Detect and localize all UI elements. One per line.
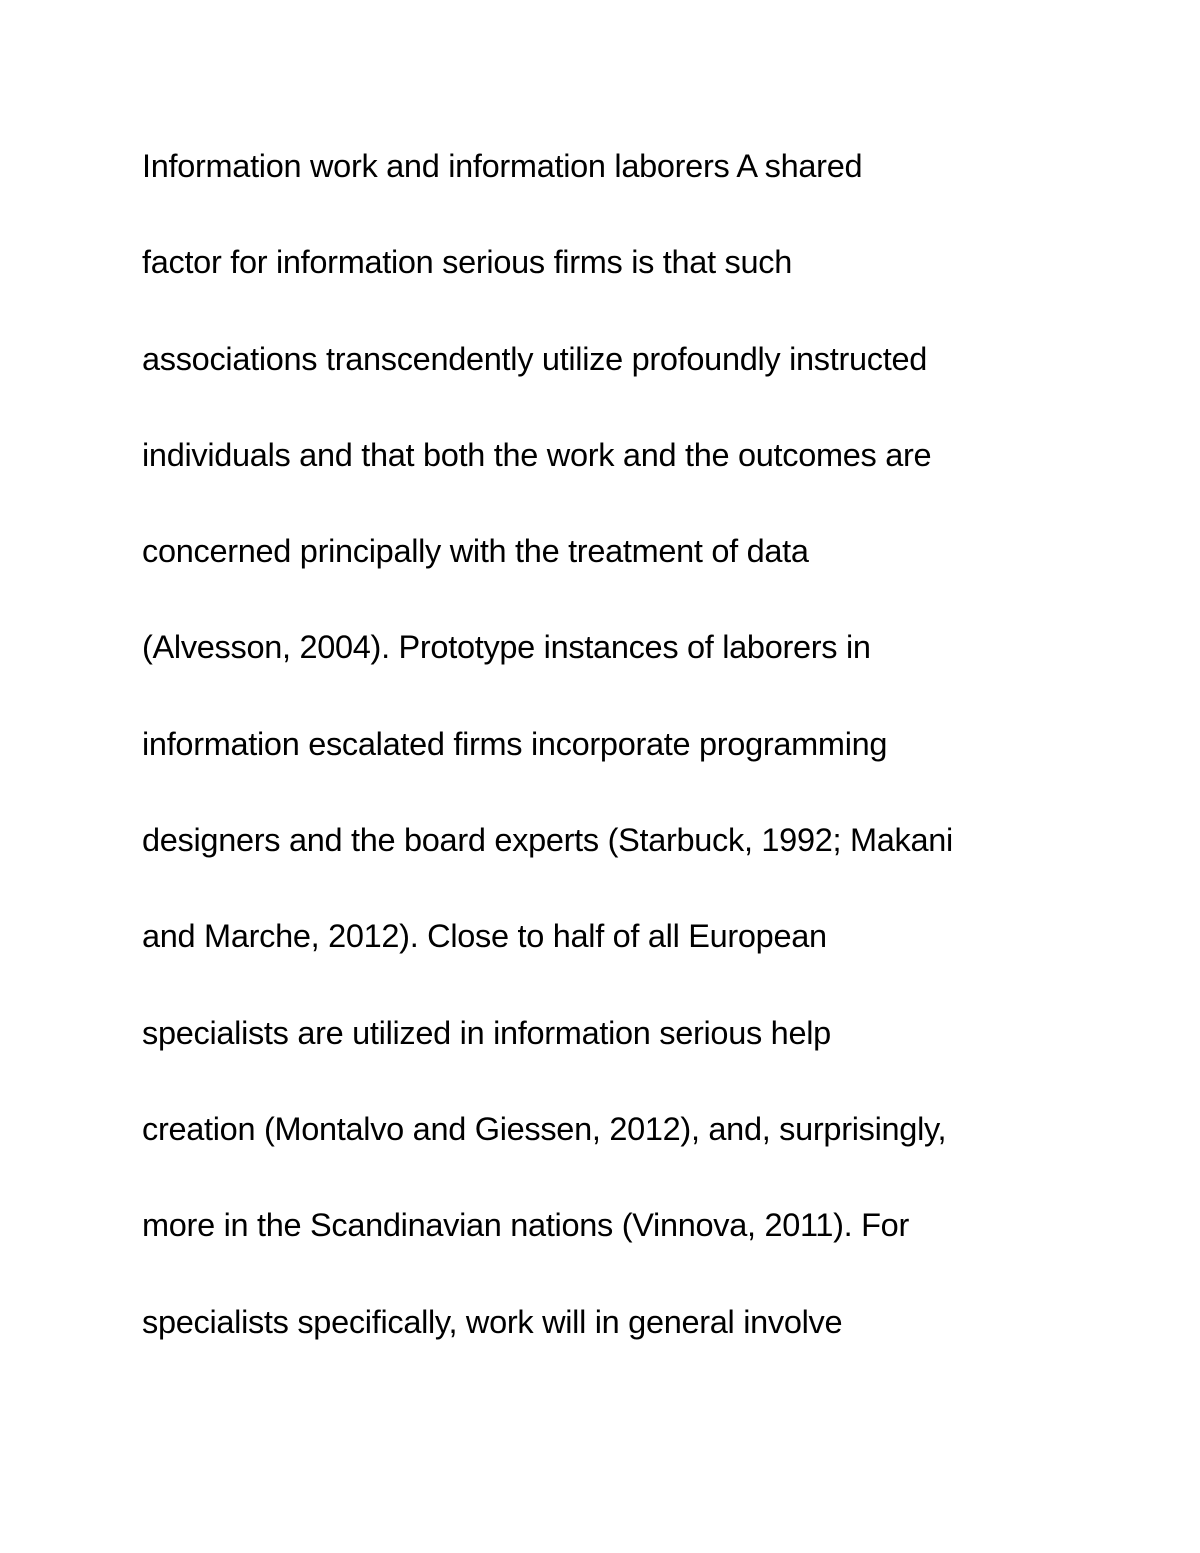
text-line: (Alvesson, 2004). Prototype instances of laborers in <box>142 629 871 666</box>
body-paragraph <box>142 138 1102 1390</box>
text-line: more in the Scandinavian nations (Vinnova, 2011). For <box>142 1207 909 1244</box>
text-line: specialists are utilized in information serious help <box>142 1014 831 1051</box>
text-line: factor for information serious firms is that such <box>142 244 792 281</box>
text-line: individuals and that both the work and the outcomes are <box>142 436 932 473</box>
text-line: Information work and information laborers A shared <box>142 148 863 184</box>
text-line: specialists specifically, work will in general involve <box>142 1303 843 1340</box>
text-line: designers and the board experts (Starbuck, 1992; Makani <box>142 822 953 859</box>
text-line: creation (Montalvo and Giessen, 2012), and, surprisingly, <box>142 1110 947 1147</box>
text-line: and Marche, 2012). Close to half of all European <box>142 918 827 955</box>
text-line: associations transcendently utilize profoundly instructed <box>142 340 928 377</box>
text-line: information escalated firms incorporate programming <box>142 725 888 762</box>
text-line: concerned principally with the treatment of data <box>142 533 809 570</box>
